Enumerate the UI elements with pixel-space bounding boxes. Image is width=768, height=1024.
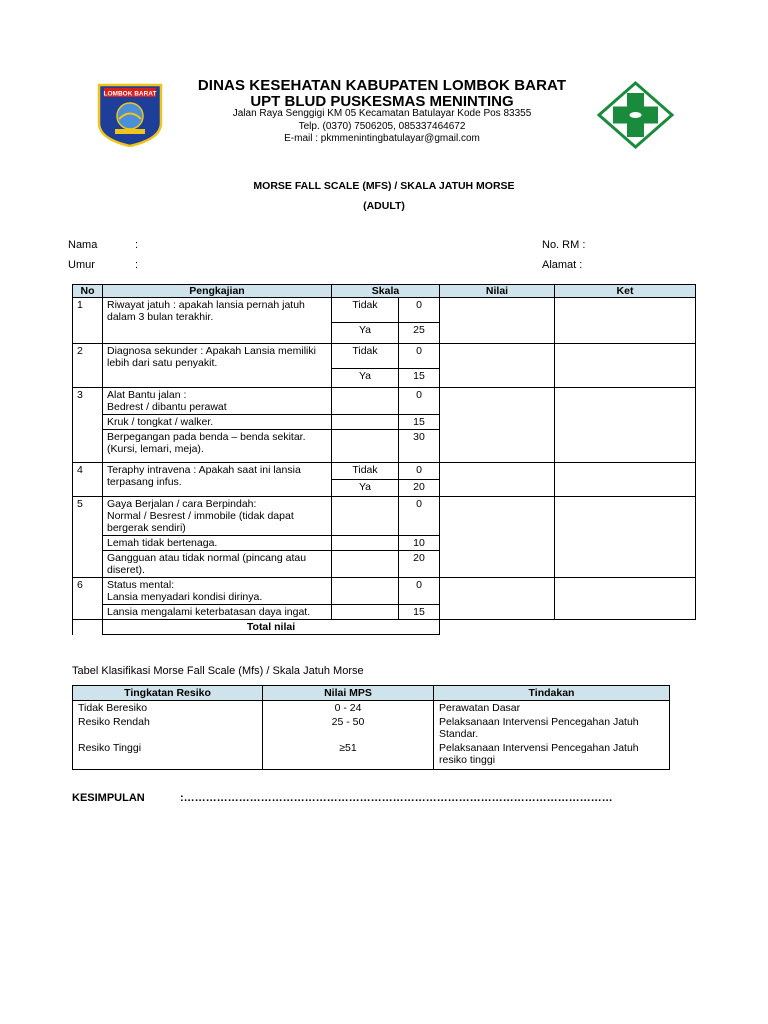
risk-action: Pelaksanaan Intervensi Pencegahan Jatuh resiko tinggi: [434, 741, 670, 770]
scale-value: 30: [399, 430, 440, 463]
row-number: 4: [73, 463, 103, 497]
scale-label: Ya: [332, 323, 399, 344]
form-title: MORSE FALL SCALE (MFS) / SKALA JATUH MORSE: [253, 180, 515, 192]
ket-cell[interactable]: [555, 463, 696, 497]
scale-value: 20: [399, 551, 440, 578]
nama-label: Nama: [68, 239, 98, 251]
no-rm-label: No. RM :: [542, 239, 586, 251]
scale-value: 0: [399, 388, 440, 415]
scale-value: 25: [399, 323, 440, 344]
scale-label: Ya: [332, 480, 399, 497]
assessment-text: Teraphy intravena : Apakah saat ini lansia terpasang infus.: [103, 463, 332, 497]
total-label: Total nilai: [103, 620, 440, 635]
table-row: [73, 388, 696, 415]
puskesmas-logo-icon: [597, 81, 674, 149]
total-spacer: [73, 620, 103, 635]
nilai-cell[interactable]: [440, 344, 555, 388]
kesimpulan-label: KESIMPULAN: [72, 792, 145, 804]
scale-value: 10: [399, 536, 440, 551]
risk-level: Resiko Tinggi: [73, 741, 263, 770]
risk-action: Pelaksanaan Intervensi Pencegahan Jatuh Standar.: [434, 715, 670, 741]
table-row: [73, 463, 696, 480]
emblem-text: LOMBOK BARAT: [103, 90, 157, 98]
scale-label: [332, 605, 399, 620]
assessment-text: Berpegangan pada benda – benda sekitar. (Kursi, lemari, meja).: [103, 430, 332, 463]
scale-label: [332, 536, 399, 551]
total-blank: [555, 620, 696, 635]
col-header-nilai-mps: Nilai MPS: [263, 686, 434, 701]
row-number: 3: [73, 388, 103, 463]
umur-separator: :: [135, 259, 139, 271]
row-number: 1: [73, 298, 103, 344]
scale-label: Tidak: [332, 463, 399, 480]
scale-value: 0: [399, 298, 440, 323]
lombok-barat-emblem-icon: [97, 83, 163, 147]
col-header-skala: Skala: [332, 285, 440, 298]
assessment-text: Riwayat jatuh : apakah lansia pernah jatuh dalam 3 bulan terakhir.: [103, 298, 332, 344]
address: Jalan Raya Senggigi KM 05 Kecamatan Batulayar Kode Pos 83355: [232, 108, 532, 119]
scale-value: 0: [399, 463, 440, 480]
assessment-text: Diagnosa sekunder : Apakah Lansia memiliki lebih dari satu penyakit.: [103, 344, 332, 388]
table-row: [73, 741, 670, 770]
classification-table: [72, 685, 670, 770]
assessment-text: Lemah tidak bertenaga.: [103, 536, 332, 551]
col-header-nilai: Nilai: [440, 285, 555, 298]
classification-caption: Tabel Klasifikasi Morse Fall Scale (Mfs) / Skala Jatuh Morse: [72, 665, 364, 677]
assessment-text: Status mental: Lansia menyadari kondisi dirinya.: [103, 578, 332, 605]
scale-label: [332, 578, 399, 605]
assessment-text: Alat Bantu jalan : Bedrest / dibantu perawat: [103, 388, 332, 415]
nilai-cell[interactable]: [440, 463, 555, 497]
col-header-pengkajian: Pengkajian: [103, 285, 332, 298]
assessment-text: Kruk / tongkat / walker.: [103, 415, 332, 430]
classification-header-row: [73, 686, 670, 701]
agency-name: DINAS KESEHATAN KABUPATEN LOMBOK BARAT: [197, 77, 567, 94]
risk-score: 25 - 50: [263, 715, 434, 741]
ket-cell[interactable]: [555, 578, 696, 620]
scale-value: 15: [399, 369, 440, 388]
scale-value: 0: [399, 578, 440, 605]
ket-cell[interactable]: [555, 388, 696, 463]
kesimpulan-field[interactable]: :………………………………………………………………………………………………………: [180, 792, 613, 804]
table-header-row: [73, 285, 696, 298]
form-subtitle: (ADULT): [363, 200, 405, 212]
scale-value: 15: [399, 605, 440, 620]
morse-fall-scale-table: [72, 284, 696, 635]
table-row: [73, 298, 696, 323]
scale-value: 20: [399, 480, 440, 497]
col-header-ket: Ket: [555, 285, 696, 298]
table-row: [73, 715, 670, 741]
risk-level: Resiko Rendah: [73, 715, 263, 741]
scale-label: Tidak: [332, 298, 399, 323]
scale-label: [332, 388, 399, 415]
col-header-tindakan: Tindakan: [434, 686, 670, 701]
nilai-cell[interactable]: [440, 388, 555, 463]
scale-value: 0: [399, 497, 440, 536]
table-row: [73, 497, 696, 536]
scale-label: [332, 497, 399, 536]
nilai-cell[interactable]: [440, 497, 555, 578]
clinic-name: UPT BLUD PUSKESMAS MENINTING: [250, 93, 514, 110]
ket-cell[interactable]: [555, 298, 696, 344]
row-number: 6: [73, 578, 103, 620]
scale-value: 0: [399, 344, 440, 369]
nilai-cell[interactable]: [440, 298, 555, 344]
scale-label: [332, 551, 399, 578]
assessment-text: Lansia mengalami keterbatasan daya ingat.: [103, 605, 332, 620]
nama-separator: :: [135, 239, 139, 251]
scale-label: Ya: [332, 369, 399, 388]
table-row: [73, 701, 670, 716]
scale-label: [332, 415, 399, 430]
risk-score: ≥51: [263, 741, 434, 770]
alamat-label: Alamat :: [542, 259, 583, 271]
col-header-no: No: [73, 285, 103, 298]
table-row: [73, 578, 696, 605]
umur-label: Umur: [68, 259, 95, 271]
risk-level: Tidak Beresiko: [73, 701, 263, 716]
col-header-tingkat: Tingkatan Resiko: [73, 686, 263, 701]
email: E-mail : pkmmenintingbatulayar@gmail.com: [284, 133, 480, 144]
table-row: [73, 344, 696, 369]
ket-cell[interactable]: [555, 344, 696, 388]
scale-label: Tidak: [332, 344, 399, 369]
scale-value: 15: [399, 415, 440, 430]
total-row: [73, 620, 696, 635]
nilai-cell[interactable]: [440, 578, 555, 620]
ket-cell[interactable]: [555, 497, 696, 578]
risk-action: Perawatan Dasar: [434, 701, 670, 716]
row-number: 2: [73, 344, 103, 388]
scale-label: [332, 430, 399, 463]
assessment-text: Gaya Berjalan / cara Berpindah: Normal / Besrest / immobile (tidak dapat bergerak sendiri): [103, 497, 332, 536]
risk-score: 0 - 24: [263, 701, 434, 716]
row-number: 5: [73, 497, 103, 578]
assessment-text: Gangguan atau tidak normal (pincang atau diseret).: [103, 551, 332, 578]
total-nilai-cell[interactable]: [440, 620, 555, 635]
phone: Telp. (0370) 7506205, 085337464672: [298, 121, 466, 132]
